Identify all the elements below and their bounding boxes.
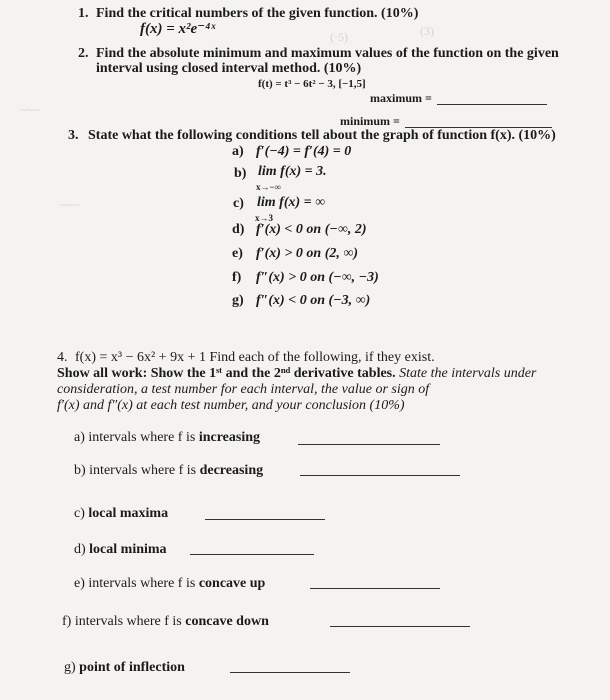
q3-prompt: State what the following conditions tell about the graph of function f(x). (10%)	[88, 128, 556, 143]
q3-item-c-condition: lim f(x) = ∞	[257, 195, 326, 210]
q4-part-e-label: e)	[74, 576, 85, 591]
q3-item-b-condition: lim f(x) = 3.	[258, 164, 327, 179]
q4-part-a-emphasis: increasing	[198, 430, 261, 445]
q3-item-a-condition: f′(−4) = f′(4) = 0	[256, 144, 352, 159]
q4-part-d-label: d)	[74, 542, 86, 557]
q4-part-d	[74, 542, 167, 558]
q2-prompt-line2: interval using closed interval method. (10%)	[96, 61, 362, 76]
q4-part-a-label: a)	[74, 430, 85, 445]
q4-part-e	[74, 576, 265, 592]
q3-item-e-condition: f′(x) > 0 on (2, ∞)	[256, 246, 358, 261]
q4-part-b	[74, 463, 263, 479]
q3-item-d-condition: f′(x) < 0 on (−∞, 2)	[256, 222, 367, 237]
q4-part-f-answer-line[interactable]	[330, 626, 470, 627]
bleed-through-mark: (·5)	[330, 30, 348, 44]
q4-part-f-label: f)	[62, 614, 72, 629]
q4-part-g-label: g)	[64, 660, 76, 675]
q4-part-b-text: intervals where f is	[89, 463, 197, 478]
q4-part-d-answer-line[interactable]	[190, 554, 314, 555]
q2-prompt-line1: Find the absolute minimum and maximum values of the function on the given	[96, 46, 559, 61]
q4-part-b-answer-line[interactable]	[300, 475, 460, 476]
q4-part-a-answer-line[interactable]	[298, 444, 440, 445]
q3-number: 3.	[68, 128, 79, 143]
bleed-through-mark: ~~~	[20, 103, 40, 117]
q3-item-b-label: b)	[234, 166, 247, 181]
q4-instructions-line4: f′(x) and f″(x) at each test number, and your conclusion (10%)	[57, 398, 405, 413]
q3-item-a-label: a)	[232, 144, 244, 159]
q4-instructions-line3: consideration, a test number for each interval, the value or sign of	[57, 382, 430, 397]
q4-part-c-label: c)	[74, 506, 85, 521]
q2-maximum-answer-line[interactable]	[437, 104, 547, 105]
q1-prompt: Find the critical numbers of the given function. (10%)	[96, 6, 419, 21]
q3-item-c-label: c)	[233, 196, 244, 211]
q2-number: 2.	[78, 46, 89, 61]
q4-part-c-emphasis: local maxima	[88, 506, 169, 521]
q2-function: f(t) = t³ − 6t² − 3, [−1,5]	[258, 78, 366, 90]
q1-function: f(x) = x²e⁻⁴ˣ	[140, 21, 216, 37]
q4-part-e-answer-line[interactable]	[310, 588, 440, 589]
q4-show-work: Show all work: Show the 1ˢᵗ and the 2ⁿᵈ derivative tables.	[57, 366, 396, 381]
q4-part-c	[74, 506, 168, 522]
q2-maximum-label: maximum =	[370, 91, 432, 105]
bleed-through-mark: ~~~	[60, 198, 80, 212]
q3-item-g-label: g)	[232, 293, 244, 308]
q3-item-g-condition: f″(x) < 0 on (−3, ∞)	[256, 293, 371, 308]
q4-part-c-answer-line[interactable]	[205, 519, 325, 520]
q4-part-g-emphasis: point of inflection	[79, 660, 185, 675]
q4-part-b-emphasis: decreasing	[199, 463, 264, 478]
q1-number: 1.	[78, 6, 89, 21]
q3-item-f-condition: f″(x) > 0 on (−∞, −3)	[256, 270, 379, 285]
q3-item-e-label: e)	[232, 246, 243, 261]
q4-part-e-text: intervals where f is	[88, 576, 196, 591]
q4-part-g	[64, 660, 185, 676]
q3-item-d-label: d)	[232, 222, 245, 237]
q4-part-b-label: b)	[74, 463, 86, 478]
q4-intro: f(x) = x³ − 6x² + 9x + 1 Find each of the following, if they exist.	[75, 350, 435, 365]
q3-item-f-label: f)	[232, 270, 242, 285]
q4-part-g-answer-line[interactable]	[230, 672, 350, 673]
q2-minimum-label: minimum =	[340, 114, 400, 128]
q4-part-a	[74, 430, 260, 446]
q4-part-a-text: intervals where f is	[88, 430, 196, 445]
q4-part-f	[62, 614, 269, 630]
q4-state-intervals: State the intervals under	[399, 366, 537, 381]
q4-part-d-emphasis: local minima	[89, 542, 167, 557]
q3-item-b-limit-subscript: x→−∞	[256, 182, 282, 192]
q3-item-c-limit-subscript: x→3	[255, 213, 273, 223]
bleed-through-mark: (3)	[420, 24, 434, 38]
q4-part-f-text: intervals where f is	[74, 614, 182, 629]
q4-part-e-emphasis: concave up	[198, 576, 266, 591]
q4-number: 4.	[57, 350, 68, 365]
q4-instructions-line2	[57, 366, 536, 382]
q4-part-f-emphasis: concave down	[185, 614, 269, 629]
